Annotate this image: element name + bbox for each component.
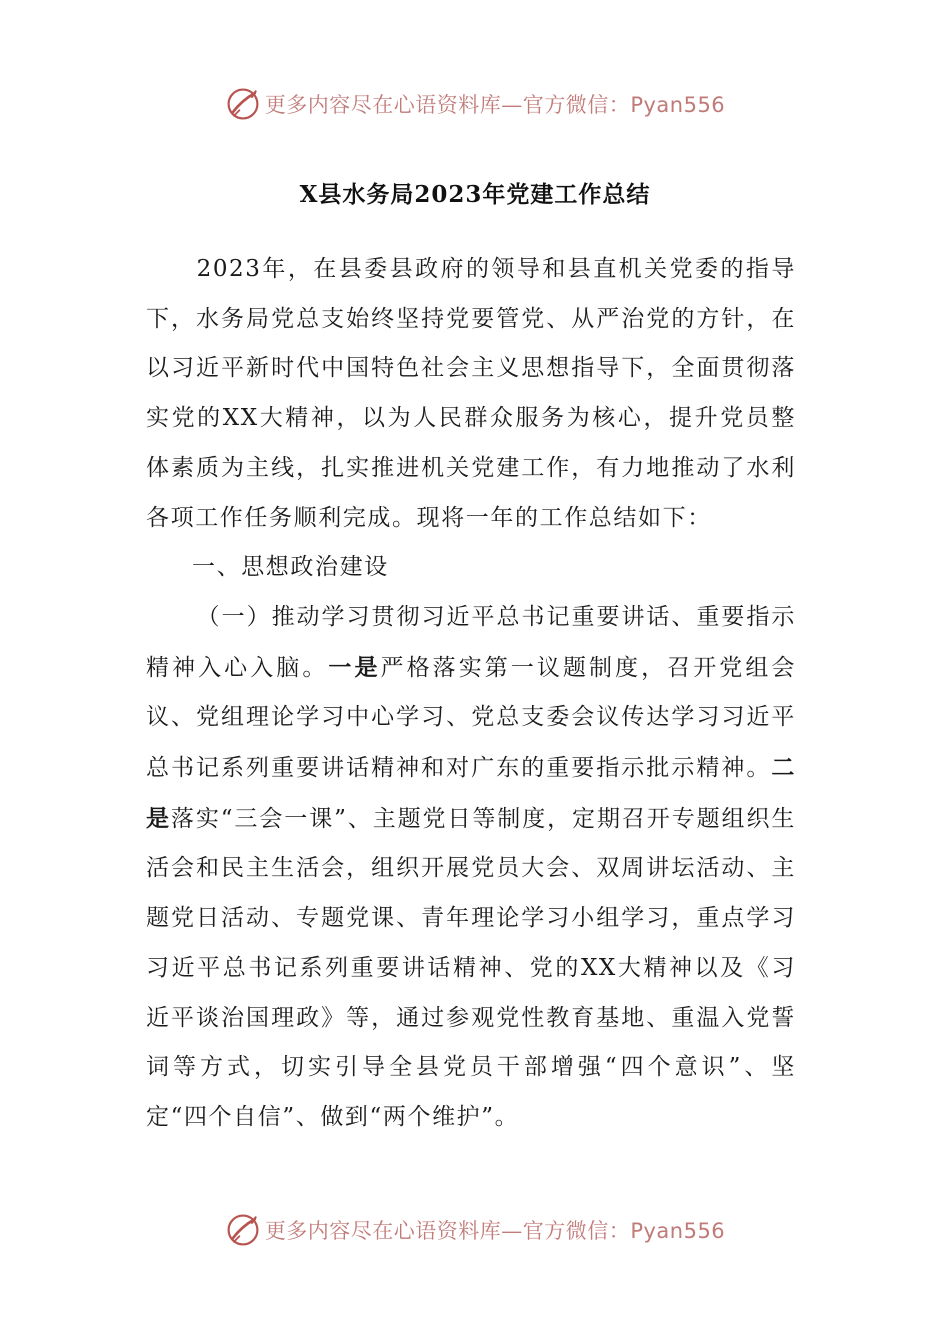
watermark-label: 更多内容尽在心语资料库—官方微信： xyxy=(264,93,631,117)
document-title: X县水务局2023年党建工作总结 xyxy=(299,181,651,208)
point-2-text: 落实“三会一课”、主题党日等制度，定期召开专题组织生活会和民主生活会，组织开展党员大会、双周讲坛活动、主题党日活动、专题党课、青年理论学习小组学习，重点学习习近平总书记系列重要讲话精神、党的XX大精神以及《习近平谈治国理政》等，通过参观党性教育基地、重温入党誓词等方式，切实引导全县党员干部增强“四个意识”、坚定“四个自信”、做到“两个维护”。 xyxy=(146,805,796,1130)
point-2-label: 二是 xyxy=(146,754,796,832)
pen-circle-logo-icon xyxy=(225,1212,261,1248)
subsection-paragraph xyxy=(146,593,796,1143)
document-body xyxy=(146,245,796,1143)
intro-paragraph: 2023年，在县委县政府的领导和县直机关党委的指导下，水务局党总支始终坚持党要管党、从严治党的方针，在以习近平新时代中国特色社会主义思想指导下，全面贯彻落实党的XX大精神，以为人民群众服务为核心，提升党员整体素质为主线，扎实推进机关党建工作，有力地推动了水利各项工作任务顺利完成。现将一年的工作总结如下： xyxy=(146,256,796,531)
watermark-banner-top xyxy=(0,80,950,128)
watermark-banner-bottom xyxy=(0,1206,950,1254)
pen-circle-logo-icon xyxy=(225,86,261,122)
section-heading: 一、思想政治建设 xyxy=(192,554,389,581)
watermark-text xyxy=(265,89,725,119)
watermark-handle: Pyan556 xyxy=(630,1219,726,1243)
watermark-handle: Pyan556 xyxy=(630,93,726,117)
watermark-label: 更多内容尽在心语资料库—官方微信： xyxy=(264,1219,631,1243)
point-1-label: 一是 xyxy=(328,653,381,681)
watermark-text xyxy=(265,1215,725,1245)
subsection-lead: （一）推动学习贯彻习近平总书记重要讲话、重要指示精神入心入脑。 xyxy=(146,603,796,681)
point-1-text: 严格落实第一议题制度，召开党组会议、党组理论学习中心学习、党总支委会议传达学习习近平总书记系列重要讲话精神和对广东的重要指示批示精神。 xyxy=(146,654,796,782)
